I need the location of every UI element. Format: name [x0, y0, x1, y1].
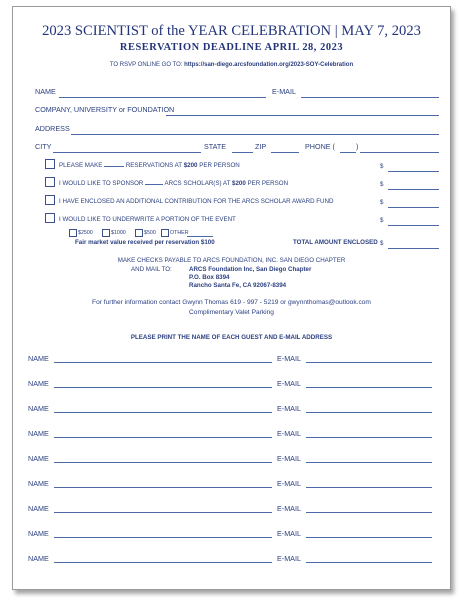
guest-name-label: NAME	[28, 354, 49, 363]
guest-name-label: NAME	[28, 529, 49, 538]
checks-payable-note: MAKE CHECKS PAYABLE TO ARCS FOUNDATION, INC. SAN DIEGO CHAPTER	[117, 257, 346, 264]
guest-name-field[interactable]	[54, 537, 272, 538]
underwrite-500-checkbox[interactable]	[135, 229, 143, 237]
reservations-dollar-sign: $	[380, 163, 384, 170]
rsvp-prefix: TO RSVP ONLINE GO TO:	[109, 62, 185, 68]
guest-name-label: NAME	[28, 504, 49, 513]
underwrite-option: I WOULD LIKE TO UNDERWRITE A PORTION OF THE EVENT	[59, 216, 236, 223]
guest-email-label: E-MAIL	[277, 454, 301, 463]
sponsor-price: $200	[232, 180, 246, 187]
guest-email-label: E-MAIL	[277, 404, 301, 413]
phone-close-paren: )	[356, 142, 359, 151]
underwrite-dollar-sign: $	[380, 217, 384, 224]
guest-name-field[interactable]	[54, 437, 272, 438]
rsvp-url-link[interactable]: https://san-diego.arcsfoundation.org/2023-SOY-Celebration	[184, 62, 354, 68]
guest-email-label: E-MAIL	[277, 529, 301, 538]
city-field[interactable]	[53, 152, 201, 153]
valet-parking-note: Complimentary Valet Parking	[189, 309, 274, 316]
guest-email-field[interactable]	[306, 362, 432, 363]
guest-email-field[interactable]	[306, 537, 432, 538]
guest-name-field[interactable]	[54, 562, 272, 563]
rsvp-line	[13, 62, 450, 68]
contribution-option: I HAVE ENCLOSED AN ADDITIONAL CONTRIBUTION FOR THE ARCS SCHOLAR AWARD FUND	[59, 198, 334, 205]
guest-name-label: NAME	[28, 404, 49, 413]
reservations-suffix: RESERVATIONS AT	[125, 162, 184, 169]
company-label: COMPANY, UNIVERSITY or FOUNDATION	[35, 105, 175, 114]
guest-email-field[interactable]	[306, 412, 432, 413]
guest-email-label: E-MAIL	[277, 504, 301, 513]
underwrite-2500-label: $2500	[78, 230, 93, 236]
reservations-checkbox[interactable]	[45, 159, 55, 169]
guest-name-field[interactable]	[54, 387, 272, 388]
guest-name-field[interactable]	[54, 462, 272, 463]
reservations-option	[59, 162, 240, 169]
guest-name-field[interactable]	[54, 487, 272, 488]
mail-address-line-1: ARCS Foundation Inc, San Diego Chapter	[189, 266, 312, 273]
sponsor-amount-field[interactable]	[388, 189, 439, 190]
guest-name-field[interactable]	[54, 362, 272, 363]
underwrite-2500-checkbox[interactable]	[69, 229, 77, 237]
guest-email-field[interactable]	[306, 562, 432, 563]
address-label: ADDRESS	[35, 124, 70, 133]
guest-name-label: NAME	[28, 454, 49, 463]
reservations-amount-field[interactable]	[388, 171, 439, 172]
guest-email-field[interactable]	[306, 387, 432, 388]
guest-email-field[interactable]	[306, 512, 432, 513]
guest-email-field[interactable]	[306, 437, 432, 438]
guest-list-heading: PLEASE PRINT THE NAME OF EACH GUEST AND E-MAIL ADDRESS	[130, 334, 333, 341]
mail-address-line-2: P.O. Box 8394	[189, 274, 230, 281]
total-amount-label: TOTAL AMOUNT ENCLOSED	[293, 239, 378, 246]
zip-field[interactable]	[271, 152, 299, 153]
guest-email-label: E-MAIL	[277, 429, 301, 438]
sponsor-per-person: PER PERSON	[245, 180, 289, 187]
guest-email-label: E-MAIL	[277, 554, 301, 563]
reservation-form	[12, 6, 451, 590]
guest-name-label: NAME	[28, 429, 49, 438]
total-amount-field[interactable]	[388, 248, 439, 249]
page-title: 2023 SCIENTIST of the YEAR CELEBRATION | MAY 7, 2023	[42, 23, 421, 39]
name-field[interactable]	[59, 97, 266, 98]
sponsor-count-field[interactable]	[145, 184, 163, 185]
sponsor-option	[59, 180, 288, 187]
underwrite-other-checkbox[interactable]	[161, 229, 169, 237]
email-label: E-MAIL	[272, 87, 296, 96]
underwrite-500-label: $500	[144, 230, 156, 236]
reservation-deadline: RESERVATION DEADLINE APRIL 28, 2023	[119, 42, 344, 53]
contribution-checkbox[interactable]	[45, 195, 55, 205]
sponsor-prefix: I WOULD LIKE TO SPONSOR	[59, 180, 144, 187]
company-field[interactable]	[166, 115, 439, 116]
phone-label: PHONE (	[305, 142, 335, 151]
guest-name-label: NAME	[28, 479, 49, 488]
contribution-amount-field[interactable]	[388, 207, 439, 208]
zip-label: ZIP	[255, 142, 267, 151]
guest-name-field[interactable]	[54, 412, 272, 413]
reservations-count-field[interactable]	[104, 166, 124, 167]
guest-name-label: NAME	[28, 379, 49, 388]
name-label: NAME	[35, 87, 56, 96]
guest-email-label: E-MAIL	[277, 354, 301, 363]
total-dollar-sign: $	[380, 240, 384, 247]
email-field[interactable]	[301, 97, 439, 98]
phone-area-code-field[interactable]	[340, 152, 356, 153]
guest-email-label: E-MAIL	[277, 479, 301, 488]
underwrite-amount-field[interactable]	[388, 225, 439, 226]
mail-address-line-3: Rancho Santa Fe, CA 92067-8394	[189, 282, 287, 289]
reservation-price: $200	[183, 162, 198, 169]
mail-to-label: AND MAIL TO:	[131, 266, 172, 273]
guest-email-label: E-MAIL	[277, 379, 301, 388]
sponsor-suffix: ARCS SCHOLAR(S) AT	[164, 180, 232, 187]
state-label: STATE	[204, 142, 227, 151]
contact-info: For further information contact Gwynn Thomas 619 - 997 - 5219 or gwynnthomas@outlook.com	[92, 299, 371, 306]
sponsor-checkbox[interactable]	[45, 177, 55, 187]
underwrite-other-label: OTHER	[170, 230, 189, 236]
fair-market-value-note: Fair market value received per reservation $100	[75, 239, 215, 246]
sponsor-dollar-sign: $	[380, 181, 384, 188]
phone-field[interactable]	[360, 152, 439, 153]
underwrite-1000-checkbox[interactable]	[102, 229, 110, 237]
guest-email-field[interactable]	[306, 487, 432, 488]
state-field[interactable]	[232, 152, 253, 153]
guest-email-field[interactable]	[306, 462, 432, 463]
guest-name-label: NAME	[28, 554, 49, 563]
city-label: CITY	[35, 142, 52, 151]
guest-name-field[interactable]	[54, 512, 272, 513]
underwrite-checkbox[interactable]	[45, 213, 55, 223]
reservations-per-person: PER PERSON	[197, 162, 240, 169]
reservations-prefix: PLEASE MAKE	[59, 162, 103, 169]
underwrite-other-amount-field[interactable]	[187, 236, 213, 237]
address-field[interactable]	[71, 134, 439, 135]
underwrite-1000-label: $1000	[111, 230, 126, 236]
contribution-dollar-sign: $	[380, 199, 384, 206]
